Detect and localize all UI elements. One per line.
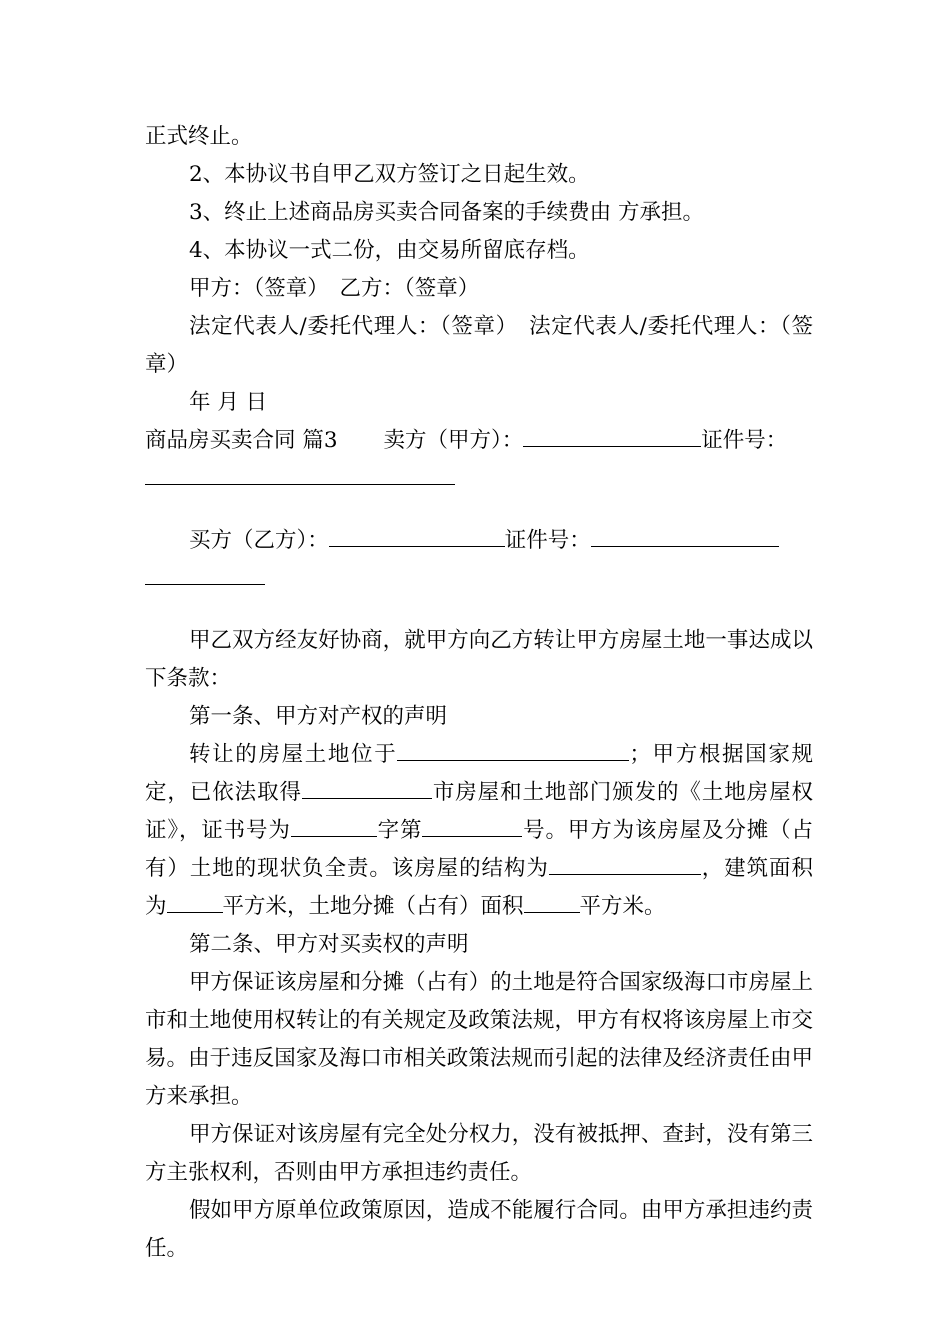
signature-parties: 甲方：（签章） 乙方：（签章） xyxy=(189,276,480,301)
seller-name-blank xyxy=(523,426,701,447)
article-1-text-f: 平方米，土地分摊（占有）面积 xyxy=(222,894,524,919)
building-area-blank xyxy=(167,892,223,913)
contract-title: 商品房买卖合同 篇3 xyxy=(145,428,338,453)
article-2-para-3: 假如甲方原单位政策原因，造成不能履行合同。由甲方承担违约责任。 xyxy=(145,1198,813,1261)
buyer-id-blank-cont xyxy=(145,564,265,585)
article-1-text-d: 号。甲方为该房屋及分摊（占有）土地的现状负全责。该房屋的结构为 xyxy=(145,818,813,881)
clause-3-fee: 3、终止上述商品房买卖合同备案的手续费由 方承担。 xyxy=(189,200,705,225)
signature-representatives: 法定代表人/委托代理人：（签章） 法定代表人/委托代理人：（签章） xyxy=(145,314,813,377)
document-page xyxy=(145,118,813,1268)
location-blank xyxy=(397,740,629,761)
paragraph-termination-end: 正式终止。 xyxy=(145,124,253,149)
seller-id-blank xyxy=(145,464,455,485)
article-1-title: 第一条、甲方对产权的声明 xyxy=(189,704,448,729)
article-1-text-a: ；甲方根据国家规定，已依法取得 xyxy=(145,742,813,805)
article-2-para-2: 甲方保证对该房屋有完全处分权力，没有被抵押、查封，没有第三方主张权利，否则由甲方承担违约责任。 xyxy=(145,1122,813,1185)
buyer-id-label: 证件号： xyxy=(504,528,591,553)
seller-label: 卖方（甲方）： xyxy=(383,428,524,453)
contract-3-header xyxy=(145,422,813,498)
land-area-blank xyxy=(524,892,580,913)
article-1-text-g: 平方米。 xyxy=(579,894,666,919)
cert-word-blank xyxy=(291,816,377,837)
article-2-para-1: 甲方保证该房屋和分摊（占有）的土地是符合国家级海口市房屋上市和土地使用权转让的有关规定及政策法规，甲方有权将该房屋上市交易。由于违反国家及海口市相关政策法规而引起的法律及经济责任由甲方来承担。 xyxy=(145,970,813,1109)
buyer-id-blank xyxy=(591,526,779,547)
buyer-line xyxy=(145,522,813,598)
seller-id-label: 证件号： xyxy=(701,428,788,453)
signature-date: 年 月 日 xyxy=(189,390,268,415)
buyer-name-blank xyxy=(329,526,505,547)
article-1-body xyxy=(145,736,813,926)
article-1-text-b: 市房屋和土地部门颁发的《土地房屋权证》，证书号为 xyxy=(145,780,813,843)
preamble: 甲乙双方经友好协商，就甲方向乙方转让甲方房屋土地一事达成以下条款： xyxy=(145,628,813,691)
buyer-label: 买方（乙方）： xyxy=(189,528,329,553)
article-1-text-e: ，建筑面积为 xyxy=(145,856,813,919)
location-label: 转让的房屋土地位于 xyxy=(189,742,398,767)
article-2-title: 第二条、甲方对买卖权的声明 xyxy=(189,932,469,957)
cert-number-blank xyxy=(422,816,522,837)
clause-4-copies: 4、本协议一式二份，由交易所留底存档。 xyxy=(189,238,590,263)
structure-blank xyxy=(549,854,701,875)
city-blank xyxy=(302,778,432,799)
clause-2-effective: 2、本协议书自甲乙双方签订之日起生效。 xyxy=(189,162,590,187)
article-1-text-c: 字第 xyxy=(376,818,423,843)
